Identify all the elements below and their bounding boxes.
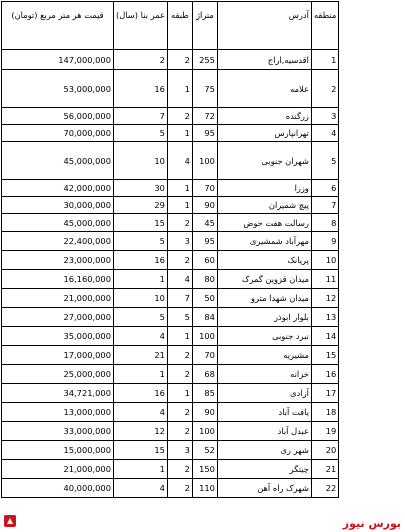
logo-icon bbox=[3, 514, 17, 528]
district-cell: 1 bbox=[311, 50, 338, 70]
floor-cell: 1 bbox=[167, 327, 192, 346]
table-row bbox=[2, 50, 339, 70]
table-row bbox=[2, 384, 339, 403]
area-cell: 68 bbox=[192, 365, 217, 384]
price-cell: 30,000,000 bbox=[2, 197, 114, 214]
table-row bbox=[2, 365, 339, 384]
building-age-cell: 15 bbox=[114, 441, 168, 460]
price-cell: 56,000,000 bbox=[2, 108, 114, 125]
district-cell: 17 bbox=[311, 384, 338, 403]
district-cell: 9 bbox=[311, 232, 338, 251]
area-cell: 95 bbox=[192, 232, 217, 251]
area-cell: 70 bbox=[192, 346, 217, 365]
district-cell: 7 bbox=[311, 197, 338, 214]
area-cell: 100 bbox=[192, 142, 217, 180]
floor-cell: 1 bbox=[167, 125, 192, 142]
table-row bbox=[2, 460, 339, 479]
area-cell: 45 bbox=[192, 214, 217, 232]
table-body bbox=[2, 50, 339, 498]
building-age-cell: 5 bbox=[114, 308, 168, 327]
price-cell: 23,000,000 bbox=[2, 251, 114, 270]
address-cell: میدان قزوین گمرک bbox=[217, 270, 311, 289]
price-cell: 53,000,000 bbox=[2, 70, 114, 108]
building-age-cell: 2 bbox=[114, 50, 168, 70]
address-cell: علامه bbox=[217, 70, 311, 108]
floor-cell: 4 bbox=[167, 142, 192, 180]
price-cell: 33,000,000 bbox=[2, 422, 114, 441]
address-cell: مشیریه bbox=[217, 346, 311, 365]
area-cell: 110 bbox=[192, 479, 217, 498]
address-cell: وزرا bbox=[217, 180, 311, 197]
area-cell: 60 bbox=[192, 251, 217, 270]
address-cell: نبرد جنوبی bbox=[217, 327, 311, 346]
area-cell: 72 bbox=[192, 108, 217, 125]
address-cell: رسالت هفت حوض bbox=[217, 214, 311, 232]
address-cell: پیچ شمیران bbox=[217, 197, 311, 214]
area-cell: 150 bbox=[192, 460, 217, 479]
building-age-cell: 5 bbox=[114, 232, 168, 251]
area-cell: 95 bbox=[192, 125, 217, 142]
district-cell: 13 bbox=[311, 308, 338, 327]
district-cell: 2 bbox=[311, 70, 338, 108]
district-cell: 21 bbox=[311, 460, 338, 479]
building-age-cell: 1 bbox=[114, 270, 168, 289]
building-age-cell: 12 bbox=[114, 422, 168, 441]
floor-cell: 2 bbox=[167, 108, 192, 125]
address-cell: پریانک bbox=[217, 251, 311, 270]
building-age-cell: 16 bbox=[114, 251, 168, 270]
district-cell: 6 bbox=[311, 180, 338, 197]
price-cell: 15,000,000 bbox=[2, 441, 114, 460]
table-row bbox=[2, 180, 339, 197]
area-cell: 50 bbox=[192, 289, 217, 308]
building-age-cell: 16 bbox=[114, 70, 168, 108]
building-age-cell: 15 bbox=[114, 214, 168, 232]
floor-cell: 3 bbox=[167, 441, 192, 460]
table-row bbox=[2, 327, 339, 346]
district-cell: 11 bbox=[311, 270, 338, 289]
table-row bbox=[2, 142, 339, 180]
address-cell: شهران جنوبی bbox=[217, 142, 311, 180]
address-cell: مهرآباد شمشیری bbox=[217, 232, 311, 251]
floor-cell: 2 bbox=[167, 422, 192, 441]
floor-cell: 2 bbox=[167, 403, 192, 422]
area-cell: 100 bbox=[192, 422, 217, 441]
price-cell: 27,000,000 bbox=[2, 308, 114, 327]
floor-cell: 1 bbox=[167, 70, 192, 108]
district-cell: 15 bbox=[311, 346, 338, 365]
building-age-cell: 4 bbox=[114, 479, 168, 498]
building-age-cell: 4 bbox=[114, 403, 168, 422]
price-cell: 16,160,000 bbox=[2, 270, 114, 289]
address-cell: خزانه bbox=[217, 365, 311, 384]
district-cell: 16 bbox=[311, 365, 338, 384]
table-row bbox=[2, 108, 339, 125]
building-age-cell: 30 bbox=[114, 180, 168, 197]
floor-cell: 5 bbox=[167, 308, 192, 327]
building-age-cell: 7 bbox=[114, 108, 168, 125]
building-age-cell: 21 bbox=[114, 346, 168, 365]
building-age-cell: 10 bbox=[114, 142, 168, 180]
area-cell: 90 bbox=[192, 197, 217, 214]
floor-cell: 4 bbox=[167, 270, 192, 289]
address-cell: اقدسیه,اراج bbox=[217, 50, 311, 70]
price-cell: 21,000,000 bbox=[2, 460, 114, 479]
area-cell: 84 bbox=[192, 308, 217, 327]
district-cell: 19 bbox=[311, 422, 338, 441]
district-cell: 14 bbox=[311, 327, 338, 346]
address-cell: شهر ری bbox=[217, 441, 311, 460]
watermark-text: بورس نیوز bbox=[342, 517, 401, 530]
price-cell: 35,000,000 bbox=[2, 327, 114, 346]
floor-cell: 2 bbox=[167, 214, 192, 232]
table-row bbox=[2, 270, 339, 289]
price-table bbox=[1, 1, 339, 498]
table-row bbox=[2, 289, 339, 308]
area-cell: 90 bbox=[192, 403, 217, 422]
area-cell: 85 bbox=[192, 384, 217, 403]
area-cell: 80 bbox=[192, 270, 217, 289]
building-age-cell: 29 bbox=[114, 197, 168, 214]
building-age-cell: 5 bbox=[114, 125, 168, 142]
building-age-cell: 1 bbox=[114, 460, 168, 479]
address-cell: تهرانپارس bbox=[217, 125, 311, 142]
district-cell: 3 bbox=[311, 108, 338, 125]
area-cell: 100 bbox=[192, 327, 217, 346]
table-row bbox=[2, 125, 339, 142]
building-age-cell: 4 bbox=[114, 327, 168, 346]
header-building-age: عمر بنا (سال) bbox=[114, 2, 168, 50]
area-cell: 70 bbox=[192, 180, 217, 197]
address-cell: شهرک راه آهن bbox=[217, 479, 311, 498]
table-row bbox=[2, 197, 339, 214]
district-cell: 10 bbox=[311, 251, 338, 270]
table-row bbox=[2, 403, 339, 422]
table-row bbox=[2, 441, 339, 460]
table-row bbox=[2, 346, 339, 365]
header-district: منطقه bbox=[311, 2, 338, 50]
floor-cell: 2 bbox=[167, 479, 192, 498]
floor-cell: 2 bbox=[167, 346, 192, 365]
floor-cell: 2 bbox=[167, 460, 192, 479]
area-cell: 75 bbox=[192, 70, 217, 108]
header-price-per-sqm: قیمت هر متر مربع (تومان) bbox=[2, 2, 114, 50]
address-cell: چیتگر bbox=[217, 460, 311, 479]
district-cell: 4 bbox=[311, 125, 338, 142]
price-cell: 22,400,000 bbox=[2, 232, 114, 251]
table-row bbox=[2, 308, 339, 327]
floor-cell: 1 bbox=[167, 180, 192, 197]
district-cell: 22 bbox=[311, 479, 338, 498]
price-cell: 13,000,000 bbox=[2, 403, 114, 422]
header-row bbox=[2, 2, 339, 50]
table-row bbox=[2, 70, 339, 108]
price-cell: 45,000,000 bbox=[2, 214, 114, 232]
price-cell: 70,000,000 bbox=[2, 125, 114, 142]
address-cell: بلوار ابوذر bbox=[217, 308, 311, 327]
header-floor: طبقه bbox=[167, 2, 192, 50]
floor-cell: 3 bbox=[167, 232, 192, 251]
floor-cell: 2 bbox=[167, 251, 192, 270]
building-age-cell: 1 bbox=[114, 365, 168, 384]
table-row bbox=[2, 251, 339, 270]
price-cell: 42,000,000 bbox=[2, 180, 114, 197]
price-cell: 21,000,000 bbox=[2, 289, 114, 308]
floor-cell: 2 bbox=[167, 50, 192, 70]
district-cell: 8 bbox=[311, 214, 338, 232]
floor-cell: 1 bbox=[167, 384, 192, 403]
district-cell: 5 bbox=[311, 142, 338, 180]
address-cell: یافت آباد bbox=[217, 403, 311, 422]
floor-cell: 7 bbox=[167, 289, 192, 308]
table-row bbox=[2, 214, 339, 232]
address-cell: آزادی bbox=[217, 384, 311, 403]
price-cell: 25,000,000 bbox=[2, 365, 114, 384]
price-cell: 147,000,000 bbox=[2, 50, 114, 70]
address-cell: عبدل آباد bbox=[217, 422, 311, 441]
address-cell: زرگنده bbox=[217, 108, 311, 125]
header-area: متراژ bbox=[192, 2, 217, 50]
area-cell: 255 bbox=[192, 50, 217, 70]
building-age-cell: 16 bbox=[114, 384, 168, 403]
price-cell: 17,000,000 bbox=[2, 346, 114, 365]
address-cell: میدان شهدا مترو bbox=[217, 289, 311, 308]
price-cell: 34,721,000 bbox=[2, 384, 114, 403]
table-row bbox=[2, 422, 339, 441]
floor-cell: 1 bbox=[167, 197, 192, 214]
building-age-cell: 10 bbox=[114, 289, 168, 308]
table-row bbox=[2, 479, 339, 498]
price-cell: 45,000,000 bbox=[2, 142, 114, 180]
price-cell: 40,000,000 bbox=[2, 479, 114, 498]
district-cell: 20 bbox=[311, 441, 338, 460]
header-address: آدرس bbox=[217, 2, 311, 50]
district-cell: 12 bbox=[311, 289, 338, 308]
table-row bbox=[2, 232, 339, 251]
floor-cell: 2 bbox=[167, 365, 192, 384]
area-cell: 52 bbox=[192, 441, 217, 460]
district-cell: 18 bbox=[311, 403, 338, 422]
